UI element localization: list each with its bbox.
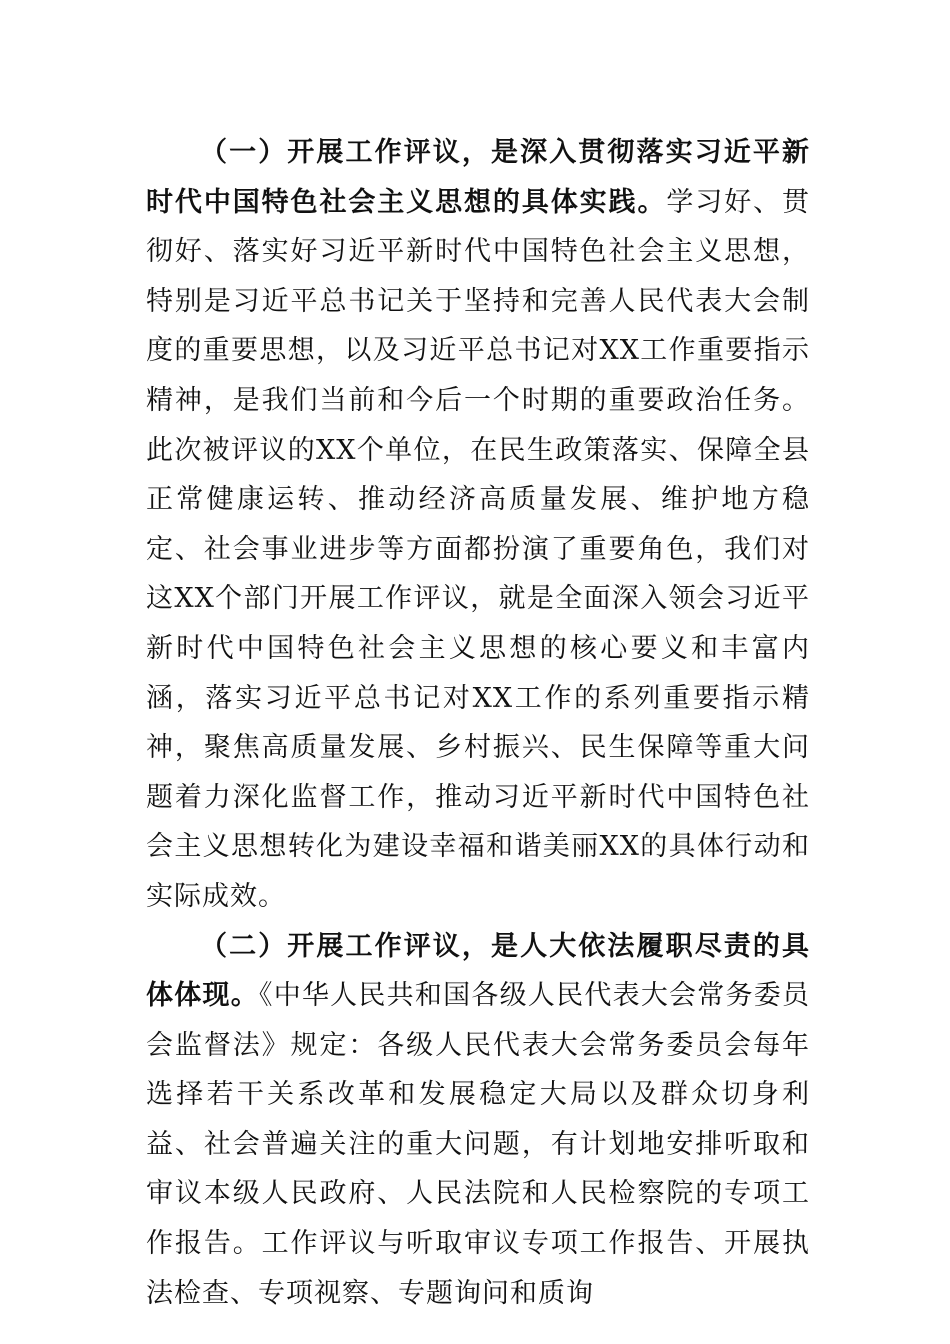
paragraph-2-heading: （二）开展工作评议，是人大依法履职尽责的具体体现。 [146, 930, 810, 1012]
document-body [146, 128, 810, 1318]
paragraph-2-body: 《中华人民共和国各级人民代表大会常务委员会监督法》规定：各级人民代表大会常务委员会每年选择若干关系改革和发展稳定大局以及群众切身利益、社会普遍关注的重大问题，有计划地安排听取和审议本级人民政府、人民法院和人民检察院的专项工作报告。工作评议与听取审议专项工作报告、开展执法检查、专项视察、专题询问和质询 [146, 980, 811, 1309]
paragraph-2 [146, 922, 810, 1319]
paragraph-1-heading: （一）开展工作评议，是深入贯彻落实习近平新时代中国特色社会主义思想的具体实践。 [146, 137, 810, 218]
paragraph-1-body: 学习好、贯彻好、落实好习近平新时代中国特色社会主义思想，特别是习近平总书记关于坚持和完善人民代表大会制度的重要思想，以及习近平总书记对XX工作重要指示精神，是我们当前和今后一个时期的重要政治任务。此次被评议的XX个单位，在民生政策落实、保障全县正常健康运转、推动经济高质量发展、维护地方稳定、社会事业进步等方面都扮演了重要角色，我们对这XX个部门开展工作评议，就是全面深入领会习近平新时代中国特色社会主义思想的核心要义和丰富内涵，落实习近平总书记对XX工作的系列重要指示精神，聚焦高质量发展、乡村振兴、民生保障等重大问题着力深化监督工作，推动习近平新时代中国特色社会主义思想转化为建设幸福和谐美丽XX的具体行动和实际成效。 [146, 186, 811, 912]
paragraph-1 [146, 128, 810, 922]
